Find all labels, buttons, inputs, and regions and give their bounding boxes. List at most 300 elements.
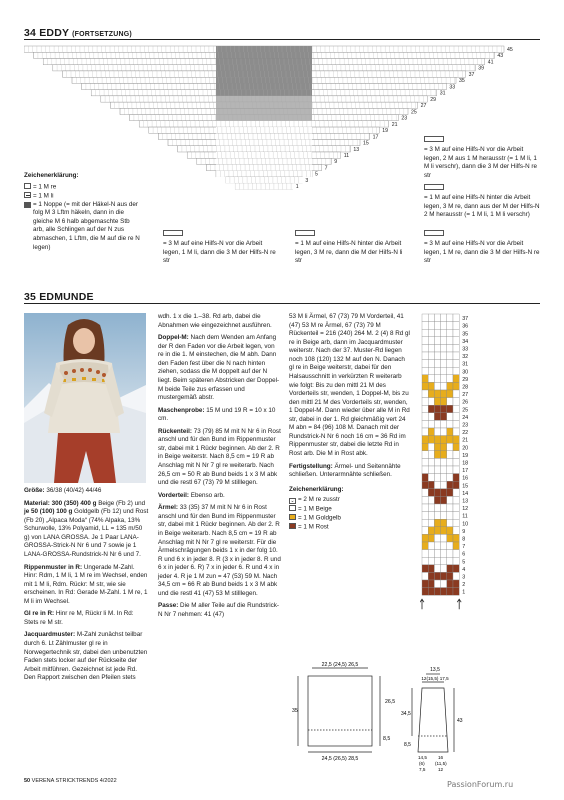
page-footer — [24, 778, 117, 785]
jacquard-row-number: 2 — [462, 582, 466, 589]
jacquard-cell — [447, 527, 453, 535]
eddy-cable-4: = 1 M auf eine Hilfs-N hinter die Arbeit legen, 3 M re, dann aus der M der Hilfs-N 2 M herausstr (= 1 M li, 1 M li verschr) — [424, 184, 542, 220]
jacquard-cell — [434, 382, 440, 390]
sch1-left-label: 35 — [292, 708, 298, 714]
eddy-legend-item-purl: = 1 M li — [24, 192, 142, 201]
jacquard-cell — [441, 367, 447, 375]
jacquard-cell — [441, 443, 447, 451]
eddy-row-number: 3 — [305, 177, 309, 184]
jacquard-row-number: 34 — [462, 338, 469, 345]
body-schematic — [290, 660, 400, 765]
jacquard-cell — [422, 390, 428, 398]
jacquard-row-number: 8 — [462, 536, 466, 543]
jacquard-row-number: 16 — [462, 475, 469, 482]
jacquard-cell — [441, 428, 447, 436]
jacquard-cell — [447, 504, 453, 512]
jacquard-cell — [422, 489, 428, 497]
eddy-row-number: 29 — [430, 96, 436, 103]
jacquard-cell — [422, 314, 428, 322]
jacquard-cell — [447, 512, 453, 520]
jacquard-cell — [428, 451, 434, 459]
repeat-start-arrow-icon — [420, 599, 424, 609]
jacquard-cell — [447, 322, 453, 330]
jacquard-cell — [428, 367, 434, 375]
legend-gold: = 1 M Goldgelb — [289, 514, 411, 523]
jacquard-cell — [428, 428, 434, 436]
jacquard-cell — [447, 329, 453, 337]
eddy-center-block — [216, 83, 312, 89]
jacquard-cell — [453, 322, 459, 330]
jacquard-cell — [453, 420, 459, 428]
cable-left-icon — [295, 230, 315, 236]
jacquard-cell — [428, 405, 434, 413]
jacquard-cell — [441, 398, 447, 406]
jacquard-cell — [441, 413, 447, 421]
edmunde-col-1 — [24, 487, 149, 687]
jacquard-cell — [428, 466, 434, 474]
jacquard-cell — [441, 542, 447, 550]
eddy-heading-num: 34 — [24, 27, 37, 39]
jacquard-cell — [428, 512, 434, 520]
edmunde-legend — [289, 486, 411, 532]
jacquard-cell — [441, 344, 447, 352]
jacquard-cell — [453, 428, 459, 436]
jacquard-cell — [422, 504, 428, 512]
jacquard-cell — [434, 565, 440, 573]
jacquard-row-number: 30 — [462, 369, 469, 376]
jacquard-cell — [453, 405, 459, 413]
jacquard-cell — [422, 428, 428, 436]
sch2-left-bot-label: 8,5 — [404, 742, 411, 748]
jacquard-cell — [434, 489, 440, 497]
sleeve-schematic — [400, 660, 470, 775]
jacquard-cell — [453, 489, 459, 497]
jacquard-cell — [428, 398, 434, 406]
jacquard-cell — [447, 572, 453, 580]
jacquard-cell — [441, 512, 447, 520]
jacquard-cell — [428, 375, 434, 383]
eddy-center-block — [216, 102, 312, 108]
jacquard-cell — [453, 550, 459, 558]
jacquard-cell — [453, 390, 459, 398]
jacquard-cell — [428, 542, 434, 550]
eddy-cable-1: = 3 M auf eine Hilfs-N vor die Arbeit legen, 1 M li, dann die 3 M der Hilfs-N re str — [163, 230, 281, 266]
jacquard-cell — [447, 489, 453, 497]
jacquard-cell — [434, 360, 440, 368]
jacquard-cell — [453, 565, 459, 573]
eddy-row-number: 5 — [315, 171, 318, 178]
jacquard-cell — [434, 337, 440, 345]
jacquard-cell — [441, 322, 447, 330]
sch2-b3-label: 7,5 — [419, 767, 426, 772]
jacquard-cell — [422, 436, 428, 444]
eddy-legend — [24, 172, 142, 252]
eddy-center-block — [216, 177, 312, 183]
edmunde-heading-name: EDMUNDE — [39, 291, 94, 303]
jacquard-cell — [422, 360, 428, 368]
finishing-para: Fertigstellung: Ärmel- und Seitennähte schließen. Unterarmnähte schließen. — [289, 462, 401, 479]
jacquard-cell — [422, 337, 428, 345]
jacquard-cell — [453, 466, 459, 474]
eddy-center-block — [216, 96, 312, 102]
jacquard-cell — [447, 580, 453, 588]
jacquard-cell — [453, 352, 459, 360]
jacquard-cell — [434, 557, 440, 565]
sch2-b6-label: 12 — [438, 767, 444, 772]
sch2-b1-label: 14,5 — [418, 755, 427, 760]
eddy-row-number: 35 — [459, 78, 465, 85]
jacquard-cell — [422, 588, 428, 596]
jacquard-cell — [441, 550, 447, 558]
jacquard-cell — [447, 337, 453, 345]
stockinette-para: Gl re in R: Hinr re M, Rückr li M. In Rd: Stets re M str. — [24, 610, 134, 626]
jacquard-cell — [428, 420, 434, 428]
eddy-row-number: 11 — [343, 152, 350, 159]
jacquard-cell — [434, 534, 440, 542]
knit-symbol-icon — [24, 183, 31, 189]
jacquard-cell — [422, 580, 428, 588]
jacquard-cell — [441, 420, 447, 428]
edmunde-heading — [24, 290, 94, 304]
jacquard-cell — [453, 337, 459, 345]
jacquard-cell — [422, 382, 428, 390]
jacquard-cell — [447, 550, 453, 558]
jacquard-row-number: 5 — [462, 559, 466, 566]
jacquard-cell — [434, 367, 440, 375]
jacquard-cell — [422, 322, 428, 330]
jacquard-cell — [453, 413, 459, 421]
jacquard-cell — [441, 519, 447, 527]
jacquard-row-number: 12 — [462, 506, 469, 513]
jacquard-row-number: 10 — [462, 521, 469, 528]
jacquard-row-number: 27 — [462, 392, 469, 399]
jacquard-cell — [441, 375, 447, 383]
jacquard-cell — [453, 557, 459, 565]
jacquard-cell — [428, 360, 434, 368]
jacquard-cell — [447, 496, 453, 504]
jacquard-cell — [447, 466, 453, 474]
jacquard-cell — [453, 580, 459, 588]
jacquard-row-number: 18 — [462, 460, 469, 467]
yoke-para: Passe: Die M aller Teile auf die Rundstrick-N Nr 7 nehmen: 41 (47) — [158, 602, 279, 618]
jacquard-cell — [453, 443, 459, 451]
jacquard-row-number: 1 — [462, 589, 466, 596]
jacquard-cell — [428, 588, 434, 596]
jacquard-cell — [434, 436, 440, 444]
sch1-right-bot-label: 8,5 — [383, 736, 391, 742]
eddy-row-number: 41 — [487, 59, 494, 66]
col3-para-0: 53 M li Ärmel, 67 (73) 79 M Vorderteil, 41 (47) 53 M re Ärmel, 67 (73) 79 M Rückenteil = 216 (240) 264 M. 2 (4) 8 Rd gl re in Beige arb, dann im Jacquardmuster weiterstr. Nach der 37. Muster-Rd liegen noch 108 (120) 132 M auf den N. Danach gl re in Beige weiterstr, dabei für den Halsausschnitt in verkürzten R weiterarb wie folgt: Bis zu den mittl 21 M des Vorderteils str, wenden, 1 Doppel-M, bis zu den mittl 21 M des Vorderteils str, wenden, 1 Doppel-M. Dann wieder über alle M in Rd str, dabei in der 1. Rd gleichmäßig vert 24 M abn = 84 (96) 108 M. Danach mit der Rundstrick-N Nr 6 noch 16 cm = 36 Rd im Rippenmuster str, dabei die letzte Rd in Rost arb. Die M in Rost abk. — [289, 313, 410, 457]
jacquard-cell — [447, 405, 453, 413]
eddy-row-number: 39 — [478, 65, 484, 72]
edmunde-rule — [24, 303, 540, 304]
jacquard-cell — [447, 390, 453, 398]
eddy-row-number: 25 — [411, 109, 417, 116]
bobble-symbol-icon — [24, 202, 31, 208]
jacquard-cell — [434, 481, 440, 489]
jacquard-cell — [428, 436, 434, 444]
jacquard-cell — [441, 496, 447, 504]
jacquard-cell — [453, 512, 459, 520]
jacquard-cell — [441, 580, 447, 588]
jacquard-cell — [447, 413, 453, 421]
eddy-row-number: 45 — [507, 47, 513, 53]
jacquard-row-number: 29 — [462, 376, 469, 383]
size-para: Größe: 36/38 (40/42) 44/46 — [24, 487, 102, 494]
rib-para: Rippenmuster in R: Ungerade M-Zahl. Hinr: Rdm, 1 M li, 1 M re im Wechsel, enden mit 1 M li, Rdm. Rückr: M str, wie sie erscheinen. In Rd: Gerade M-Zahl. 1 M re, 1 M li im Wechsel. — [24, 563, 148, 605]
jacquard-cell — [441, 352, 447, 360]
jacquard-cell — [447, 519, 453, 527]
jacquard-cell — [453, 496, 459, 504]
jacquard-cell — [447, 344, 453, 352]
eddy-legend-item-knit: = 1 M re — [24, 183, 142, 192]
eddy-cable-2: = 1 M auf eine Hilfs-N hinter die Arbeit legen, 3 M re, dann die M der Hilfs-N li str — [295, 230, 407, 266]
jacquard-cell — [453, 344, 459, 352]
jacquard-cell — [441, 451, 447, 459]
jacquard-cell — [422, 375, 428, 383]
eddy-row-number: 27 — [420, 103, 427, 110]
jacquard-cell — [447, 382, 453, 390]
jacquard-cell — [422, 398, 428, 406]
jacquard-cell — [447, 375, 453, 383]
jacquard-row-number: 14 — [462, 490, 469, 497]
eddy-row-number: 1 — [295, 184, 299, 191]
jacquard-cell — [422, 481, 428, 489]
jacquard-para: Jacquardmuster: M-Zahl zunächst teilbar durch 6. Lt Zählmuster gl re in Norwegertechnik str, dabei den unbenutzten Faden stets locker auf der Rückseite der Arbeit mitführen. Gezeichnet ist jede Rd. Den Rapport zwischen den Pfeilen stets — [24, 631, 148, 682]
magazine-name: VERENA STRICKTRENDS 4/2022 — [31, 778, 117, 784]
jacquard-cell — [447, 352, 453, 360]
jacquard-cell — [441, 329, 447, 337]
legend-rust: = 1 M Rost — [289, 523, 411, 532]
jacquard-row-number: 24 — [462, 414, 469, 421]
jacquard-cell — [447, 565, 453, 573]
jacquard-cell — [434, 428, 440, 436]
jacquard-cell — [453, 572, 459, 580]
jacquard-cell — [428, 390, 434, 398]
jacquard-cell — [441, 557, 447, 565]
jacquard-cell — [434, 550, 440, 558]
jacquard-row-number: 7 — [462, 544, 466, 551]
jacquard-cell — [453, 382, 459, 390]
sleeve-para: Ärmel: 33 (35) 37 M mit N Nr 6 in Rost anschl und für den Bund im Rippenmuster str, dabei mit 1 Rückr beginnen. Ab der 2. R in Beige weiterarb. Nach 8,5 cm = 19 R ab Anschlag mit N Nr 7 gl re weiterstr. Für die Ärmelschrägungen beids 1 x in der folg 10. R und 6 x in jeder 8. R (3 x in jeder 8. R und 6 x in jeder 6. R) 7 x in jeder 6. R und 4 x in jeder 4. R je 1 M zun = 47 (53) 59 M. Nach 34,5 cm = 66 R ab Bund beids 1 x 3 M abk und die restl 41 (47) 53 M stilllegen. — [158, 504, 281, 597]
jacquard-cell — [422, 512, 428, 520]
jacquard-cell — [428, 504, 434, 512]
jacquard-cell — [447, 557, 453, 565]
jacquard-cell — [447, 458, 453, 466]
jacquard-cell — [422, 565, 428, 573]
jacquard-cell — [453, 436, 459, 444]
jacquard-cell — [422, 572, 428, 580]
sch2-top-label: 13,5 — [430, 667, 440, 673]
jacquard-cell — [441, 534, 447, 542]
jacquard-cell — [434, 413, 440, 421]
gauge-para: Maschenprobe: 15 M und 19 R = 10 x 10 cm. — [158, 406, 276, 423]
jacquard-cell — [428, 382, 434, 390]
jacquard-cell — [441, 436, 447, 444]
jacquard-cell — [453, 398, 459, 406]
sch1-right-top-label: 26,5 — [385, 699, 396, 705]
jacquard-cell — [422, 420, 428, 428]
jacquard-cell — [453, 588, 459, 596]
jacquard-cell — [447, 398, 453, 406]
eddy-row-number: 9 — [334, 159, 338, 166]
jacquard-cell — [428, 329, 434, 337]
jacquard-cell — [441, 504, 447, 512]
jacquard-cell — [434, 588, 440, 596]
eddy-center-block — [216, 158, 312, 164]
jacquard-cell — [441, 382, 447, 390]
eddy-center-block — [216, 108, 312, 114]
jacquard-row-number: 15 — [462, 483, 469, 490]
jacquard-cell — [422, 466, 428, 474]
jacquard-cell — [453, 375, 459, 383]
jacquard-cell — [453, 329, 459, 337]
eddy-row-number: 19 — [382, 128, 388, 135]
eddy-row-number: 15 — [363, 140, 369, 147]
jacquard-cell — [453, 458, 459, 466]
jacquard-cell — [447, 451, 453, 459]
jacquard-cell — [422, 329, 428, 337]
jacquard-cell — [441, 360, 447, 368]
jacquard-cell — [422, 352, 428, 360]
eddy-center-block — [216, 164, 312, 170]
jacquard-cell — [453, 474, 459, 482]
cable-inc-left-icon — [424, 184, 444, 190]
jacquard-cell — [422, 458, 428, 466]
jacquard-cell — [428, 322, 434, 330]
jacquard-cell — [434, 466, 440, 474]
jacquard-cell — [428, 580, 434, 588]
eddy-legend-title: Zeichenerklärung: — [24, 172, 79, 179]
eddy-center-block — [216, 140, 312, 146]
jacquard-cell — [441, 458, 447, 466]
jacquard-cell — [453, 360, 459, 368]
jacquard-cell — [428, 496, 434, 504]
gold-swatch-icon — [289, 514, 296, 520]
eddy-row-number: 43 — [497, 53, 504, 60]
jacquard-cell — [441, 588, 447, 596]
jacquard-cell — [453, 542, 459, 550]
jacquard-cell — [447, 443, 453, 451]
jacquard-row-number: 13 — [462, 498, 469, 505]
col2-para-0: wdh. 1 x die 1.–38. Rd arb, dabei die Abnahmen wie eingezeichnet ausführen. — [158, 313, 272, 329]
jacquard-cell — [434, 580, 440, 588]
eddy-heading-name: EDDY — [39, 27, 70, 39]
jacquard-row-number: 31 — [462, 361, 469, 368]
jacquard-cell — [422, 344, 428, 352]
eddy-row-number: 31 — [439, 90, 446, 97]
jacquard-cell — [428, 534, 434, 542]
jacquard-cell — [434, 314, 440, 322]
jacquard-cell — [447, 481, 453, 489]
jacquard-row-number: 17 — [462, 468, 469, 475]
jacquard-row-number: 6 — [462, 551, 466, 558]
jacquard-cell — [422, 405, 428, 413]
cable-knit-icon — [424, 230, 444, 236]
jacquard-cell — [447, 360, 453, 368]
jacquard-cell — [434, 443, 440, 451]
front-para: Vorderteil: Ebenso arb. — [158, 491, 225, 499]
jacquard-cell — [428, 314, 434, 322]
jacquard-cell — [453, 367, 459, 375]
jacquard-cell — [422, 443, 428, 451]
jacquard-cell — [434, 352, 440, 360]
jacquard-cell — [428, 458, 434, 466]
jacquard-cell — [428, 572, 434, 580]
eddy-center-block — [216, 77, 312, 83]
jacquard-cell — [422, 519, 428, 527]
jacquard-cell — [434, 512, 440, 520]
jacquard-row-number: 4 — [462, 566, 466, 573]
jacquard-cell — [441, 474, 447, 482]
sch2-top2-label: 12(15,5) 17,5 — [421, 676, 449, 681]
jacquard-cell — [447, 474, 453, 482]
jacquard-cell — [447, 367, 453, 375]
jacquard-cell — [434, 329, 440, 337]
jacquard-cell — [441, 527, 447, 535]
jacquard-cell — [434, 451, 440, 459]
jacquard-cell — [453, 504, 459, 512]
jacquard-cell — [428, 337, 434, 345]
jacquard-cell — [434, 474, 440, 482]
eddy-row-number: 17 — [372, 134, 379, 141]
jacquard-cell — [428, 565, 434, 573]
jacquard-row-number: 26 — [462, 399, 469, 406]
sch1-bottom-label: 24,5 (26,5) 28,5 — [321, 756, 359, 762]
jacquard-cell — [422, 474, 428, 482]
sch2-right-label: 43 — [457, 718, 463, 724]
eddy-center-block — [216, 58, 312, 64]
jacquard-cell — [441, 489, 447, 497]
eddy-row-number: 13 — [353, 146, 360, 153]
sch2-b2-label: (6) — [419, 761, 425, 766]
jacquard-cell — [434, 572, 440, 580]
jacquard-cell — [422, 527, 428, 535]
jacquard-cell — [441, 390, 447, 398]
eddy-center-block — [216, 146, 312, 152]
edmunde-col-3 — [289, 313, 411, 532]
legend-k2tog: ⌄ = 2 M re zusstr — [290, 496, 340, 504]
cable-inc-right-icon — [424, 136, 444, 142]
eddy-center-block — [216, 52, 312, 58]
jacquard-cell — [434, 322, 440, 330]
jacquard-cell — [428, 489, 434, 497]
jacquard-cell — [453, 481, 459, 489]
eddy-heading-sub: (FORTSETZUNG) — [72, 31, 132, 38]
rust-swatch-icon — [289, 523, 296, 529]
jacquard-row-number: 36 — [462, 323, 469, 330]
jacquard-cell — [422, 496, 428, 504]
legend-beige: = 1 M Beige — [289, 505, 411, 514]
jacquard-cell — [428, 481, 434, 489]
jacquard-cell — [453, 519, 459, 527]
eddy-heading — [24, 26, 132, 40]
jacquard-cell — [422, 451, 428, 459]
purl-symbol-icon — [24, 192, 31, 198]
jacquard-cell — [453, 314, 459, 322]
k2tog-arrow-icon: ⌄ — [290, 497, 295, 504]
sch2-left-label: 34,5 — [401, 711, 411, 717]
eddy-row-number: 21 — [391, 121, 398, 128]
sch1-top-label: 22,5 (24,5) 26,5 — [321, 662, 359, 668]
eddy-center-block — [216, 115, 312, 121]
eddy-row-number: 7 — [324, 165, 328, 172]
jacquard-cell — [441, 572, 447, 580]
jacquard-row-number: 35 — [462, 331, 469, 338]
eddy-cable-3: = 3 M auf eine Hilfs-N vor die Arbeit legen, 2 M aus 1 M herausstr (= 1 M li, 1 M li verschr), dann die 3 M der Hilfs-N re str — [424, 136, 542, 180]
jacquard-cell — [434, 458, 440, 466]
eddy-rule — [24, 39, 540, 40]
